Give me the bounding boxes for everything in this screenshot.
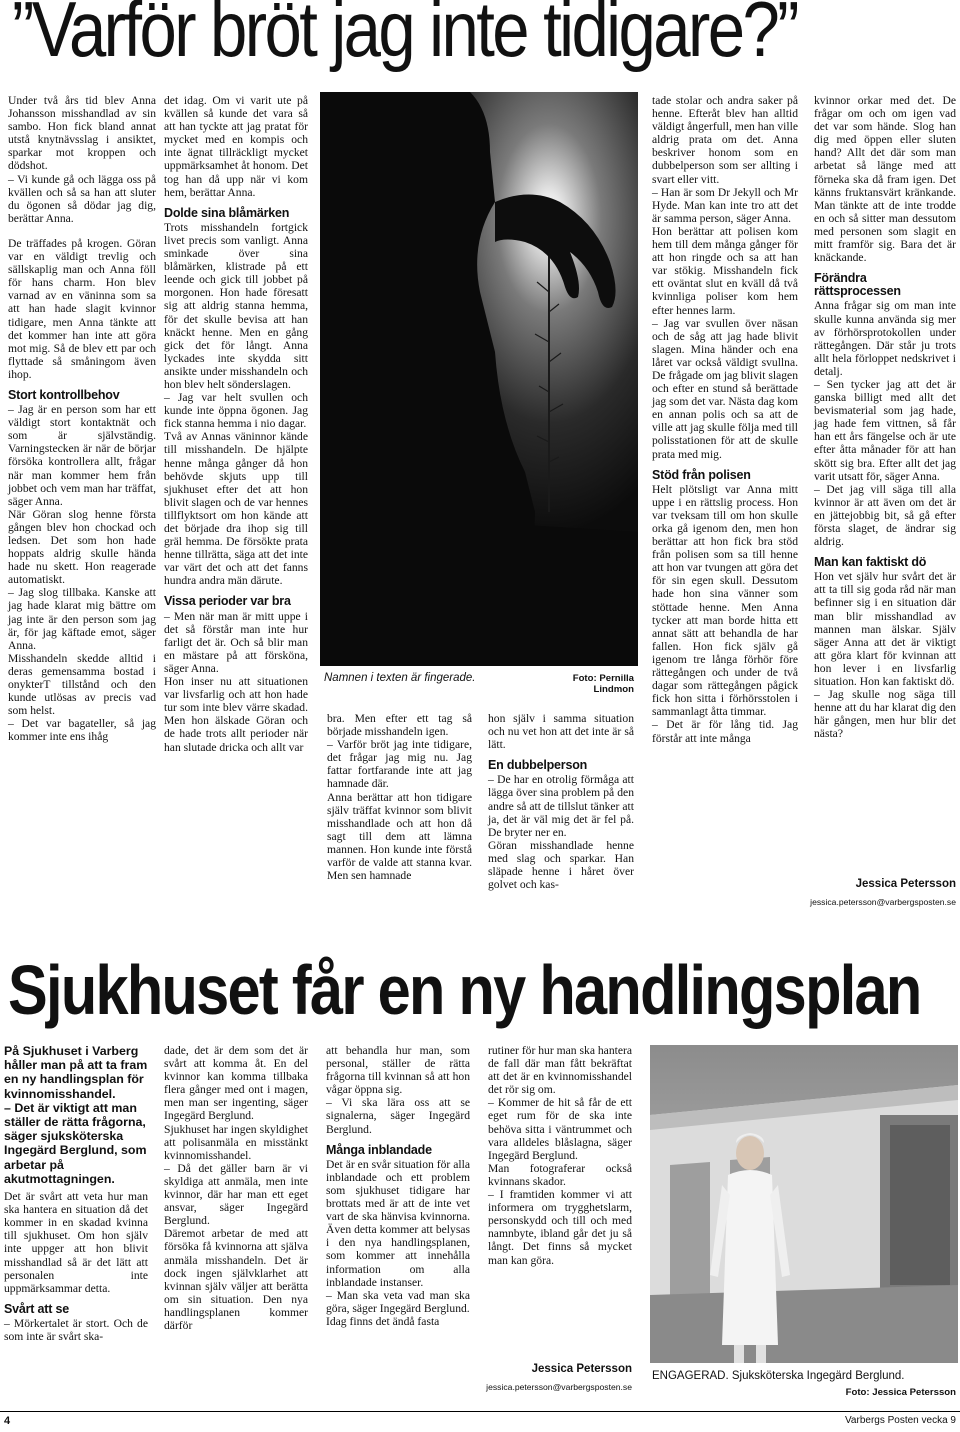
paragraph: När Göran slog henne första gången blev hon chockad och ledsen. Det som hon hade hoppats aldrig skulle hända hade nu skett. Hon reagerade automatiskt. (8, 507, 156, 587)
article1-headline: ”Varför bröt jag inte tidigare?” (12, 0, 797, 73)
lead-paragraph: På Sjukhuset i Varberg håller man på att ta fram en ny handlingsplan för kvinnomisshandel. (4, 1044, 148, 1101)
subheading: Stöd från polisen (652, 467, 751, 482)
paragraph: – Varför bröt jag inte tidigare, det frågar jag mig nu. Jag fattar fortfarande inte att jag hamnade där. (327, 738, 472, 791)
paragraph: Hon inser nu att situationen var livsfarlig och att hon hade tur som inte blev värre skadad. Men hon älskade Göran och de hade trots allt perioder när han slutade dricka och allt var (164, 675, 308, 754)
paragraph: Idag finns det ändå fasta (326, 1314, 440, 1328)
paragraph: Hon vet själv hur svårt det är att ta till sig goda råd när man befinner sig i en situation där man blir misshandlad av mannen man älskar. Själv säger Anna att det är viktigt att göra klart för kvinnan att hon lever i en livsfarlig situation. Hon kan faktiskt dö. (814, 570, 956, 689)
article1-photo (320, 92, 638, 666)
article2-column-4 (488, 1044, 632, 1267)
article1-column-2 (164, 94, 308, 754)
silhouette-photo (320, 92, 638, 666)
paragraph: tade stolar och andra saker på henne. Efteråt blev han alltid väldigt ångerfull, men han ville aldrig prata om det. Anna beskriver honom som en dubbelperson som ser allting i svart eller vitt. (652, 94, 798, 186)
paragraph: – Jag skulle nog säga till henne att du har klarat dig den här gången, men hur blir det nästa? (814, 688, 956, 741)
paragraph: Hon berättar att polisen kom hem till dem många gånger för att hon ringde och sa att han var stökig. Misshandeln fick ett oväntat slut en kväll då två kvinnliga poliser kom hem efter hennes larm. (652, 224, 798, 317)
paragraph: – Jag är en person som har ett väldigt stort kontaktnät och som är självständig. Varningstecken är när de börjar försöka kontrollera allt, frågar när man kommer hem från jobbet och vem man har träffat, säger Anna. (8, 403, 156, 508)
paragraph: Under två års tid blev Anna Johansson misshandlad av sin sambo. Hon fick bland annat utstå knytnävsslag i ansiktet, sparkar mot kroppen och dödshot. (8, 94, 156, 173)
paragraph: Helt plötsligt var Anna mitt uppe i en rättslig process. Hon var tveksam till om hon skulle orka gå igenom den, men hon berättar att hon fick bra stöd från polisen som sa till henne att hon var tvungen att göra det för sin egen skull. Dessutom hade hon sina vänner som stöttade henne. Men Anna tycker att man borde hitta ett annat sätt att behandla de har fallen. Hon fick själv gå igenom tre långa förhör före rättegången och under de två dagar som rättegången pågick fick hon sitta i förhörsstolen i sammanlagt åtta timmar. (652, 482, 798, 719)
article2-column-3 (326, 1044, 470, 1328)
paragraph: Göran misshandlade henne med slag och sparkar. Han släpade henne i håret över golvet och kas- (488, 838, 634, 892)
paragraph: De träffades på krogen. Göran var en väldigt trevlig och sällskaplig man och Anna föll för hans charm. Hon blev varnad av en väninna som sa att han hade slagit kvinnor tidigare, men Anna tänkte att det kommer han inte att göra mot mig. Så de blev ett par och flyttade så småningom även ihop. (8, 236, 156, 381)
article1-column-3 (327, 712, 472, 882)
paragraph: – Man ska veta vad man ska göra, säger Ingegärd Berglund. (326, 1288, 470, 1315)
footer-rule (0, 1411, 960, 1412)
paragraph: dade, det är dem som det är svårt att komma åt. En del kvinnor kan komma tillbaka flera gånger med ont i magen, men man ser ingenting, säger Ingegärd Berglund. (164, 1044, 308, 1123)
subheading: En dubbelperson (488, 758, 588, 773)
paragraph: Trots misshandeln fortgick livet precis som vanligt. Anna sminkade över sina blåmärken, klistrade på ett leende och gick till jobbet på morgonen. Hon hade föresatt sig att aldrig stanna hemma, för det skulle bevisa att han knäckt henne. Men en gång gick det för långt. Anna lyckades inte skydda sitt ansikte under misshandeln och hon blev helt sönderslagen. (164, 220, 308, 391)
article2-email: jessica.petersson@varbergsposten.se (486, 1382, 632, 1392)
paragraph: – Jag slog tillbaka. Kanske att jag hade klarat mig bättre om jag inte är den person som jag är, för jag käftade emot, säger Anna. (8, 586, 156, 652)
paragraph: kvinnor orkar med det. De frågar om och om igen vad det var som hände. Slog han dig med öppen eller sluten hand? Allt det där som man arbetat så länge med att förneka ska då fram igen. Det känns fruktansvärt kränkande. Man tänkte att de inte trodde en och så sitter man dessutom med personen som slagit en mitt framför sig. Bara det är knäckande. (814, 94, 956, 265)
paragraph: Två av Annas väninnor kände till misshandeln. De hjälpte henne många gånger då hon behövde skjuts upp till sjukhuset efter det att hon blivit slagen och de var hennes tillflyktsort om hon kände att det började dra ihop sig till gräl hemma. De försökte prata henne tillrätta, säga att det inte var värt det och att det fanns hundra andra män därute. (164, 430, 308, 588)
lead-paragraph: – Det är viktigt att man ställer de rätta frågorna, säger sjuksköterska Ingegärd Berglund, som arbetar på akutmottagningen. (4, 1100, 147, 1186)
article1-column-6 (814, 94, 956, 741)
paragraph: hon själv i samma situation och nu vet hon att det inte är så lätt. (488, 712, 634, 752)
paragraph: – Han är som Dr Jekyll och Mr Hyde. Man kan inte tro att det är samma person, säger Anna. (652, 185, 798, 225)
paragraph: Anna berättar att hon tidigare själv träffat kvinnor som blivit misshandlade och att hon då sagt till dem att lämna mannen. Hon kunde inte förstå varför de valde att stanna kvar. Men sen hamnade (327, 790, 472, 883)
subheading: Stort kontrollbehov (8, 387, 120, 402)
subheading: Man kan faktiskt dö (814, 555, 927, 570)
article2-headline: Sjukhuset får en ny handlingsplan (8, 951, 921, 1029)
paragraph: – Men när man är mitt uppe i det så förstår man inte hur farligt det är. Och så blir man en mästare på att försköna, säger Anna. (164, 609, 308, 675)
article1-photo-credit: Foto: Pernilla Lindmon (572, 673, 634, 695)
paragraph: – Kommer de hit så får de ett eget rum för de ska inte behöva sitta i väntrummet och vara alldeles blåslagna, säger Ingegärd Berglund. (488, 1096, 632, 1162)
paragraph: Man fotograferar också kvinnans skador. (488, 1161, 632, 1188)
paragraph: att behandla hur man, som personal, ställer de rätta frågorna till kvinnan så att hon vågar öppna sig. (326, 1044, 470, 1097)
paragraph: – Jag var helt svullen och kunde inte öppna ögonen. Jag fick stanna hemma i nio dagar. (164, 391, 308, 431)
paragraph: Däremot arbetar de med att försöka få kvinnorna att själva anmäla misshandeln. Det är dock ingen självklarhet att kvinnan själv väljer att berätta om sin situation. Den nya handlingsplanen kommer därför (164, 1227, 308, 1332)
page-number: 4 (4, 1415, 11, 1427)
paragraph: – Vi ska lära oss att se signalerna, säger Ingegärd Berglund. (326, 1096, 470, 1136)
subheading: Förändra rättsprocessen (814, 271, 901, 299)
subheading: Dolde sina blåmärken (164, 205, 290, 220)
article1-column-5 (652, 94, 798, 745)
paragraph: – Sen tycker jag att det är ganska billigt med allt det bevismaterial som jag hade, jag hade fem vittnen, så får han ett års fängelse och är ute efter åtta månader för att han skött sig bra. Efter allt det jag varit utsatt för, säger Anna. (814, 377, 956, 483)
article1-column-1 (8, 94, 156, 744)
nurse-photo (650, 1045, 958, 1363)
subheading: Vissa perioder var bra (164, 594, 291, 609)
article1-photo-caption: Namnen i texten är fingerade. (324, 672, 476, 684)
paragraph: – Det är för lång tid. Jag förstår att inte många (652, 718, 798, 745)
article2-column-1 (4, 1044, 148, 1343)
article2-column-2 (164, 1044, 308, 1332)
article2-byline: Jessica Petersson (531, 1363, 632, 1375)
paragraph: – Det var bagateller, så jag kommer inte ens ihåg (8, 717, 156, 744)
subheading: Många inblandade (326, 1142, 432, 1157)
article1-column-4 (488, 712, 634, 891)
paragraph: – De har en otrolig förmåga att lägga över sina problem på den andre så att de tillslut tänker att ja, det är väl mig det är fel på. De bryter ner en. (488, 773, 634, 839)
paragraph: – Jag var svullen över näsan och de såg att jag hade blivit slagen. Mina händer och ena låret var också väldigt svullna. De frågade om jag blivit slagen och efter en stund så berättade jag som det var. Nästa dag kom en annan polis och sa att de ville att jag skulle följa med till polisstationen för att de skulle prata med mig. (652, 316, 798, 461)
paragraph: Misshandeln skedde alltid i deras gemensamma bostad i onykterT tillstånd och den kunde utlösas av precis vad som helst. (8, 651, 156, 718)
paragraph: bra. Men efter ett tag så började misshandeln igen. (327, 712, 472, 739)
paragraph: Anna frågar sig om man inte skulle kunna använda sig mer av förhörsprotokollen under rättegången. Där står ju trots allt hela förloppet nedskrivet i detalj. (814, 299, 956, 378)
article2-photo-credit: Foto: Jessica Petersson (845, 1387, 956, 1398)
paragraph: Det är en svår situation för alla inblandade och ett problem som sjukhuset tidigare har brottats med är att de inte vet vart de ska hänvisa kvinnorna. Även detta kommer att belysas i den nya handlingsplanen, som kommer att innehålla information om alla inblandade instanser. (326, 1157, 470, 1289)
paragraph: rutiner för hur man ska hantera de fall där man fått bekräftat att det är en kvinnomisshandel det rör sig om. (488, 1044, 632, 1097)
paragraph: det idag. Om vi varit ute på kvällen så kunde det vara så att han tyckte att jag pratat för mycket med en kompis och inte ägnat tillräckligt mycket uppmärksamhet åt honom. Det tog han då upp när vi kom hem, berättar Anna. (164, 94, 308, 199)
article2-photo (650, 1045, 958, 1363)
paragraph: Sjukhuset har ingen skyldighet att polisanmäla en misstänkt kvinnomisshandel. (164, 1122, 308, 1162)
paragraph: – I framtiden kommer vi att informera om trygghetslarm, personskydd och till och med namnbyte, ibland går det ju så långt. Det finns så mycket man kan göra. (488, 1188, 632, 1267)
publication-name: Varbergs Posten vecka 9 (845, 1415, 956, 1426)
paragraph: – Då det gäller barn är vi skyldiga att anmäla, men inte kvinnor, där har man ett eget ansvar, säger Ingegärd Berglund. (164, 1161, 308, 1228)
paragraph: Det är svårt att veta hur man ska hantera en situation då det kommer in en skadad kvinna till sjukhuset. Om hon själv inte uppger att hon blivit misshandlad så är det lätt att personalen inte uppmärksammar detta. (4, 1190, 148, 1295)
paragraph: – Vi kunde gå och lägga oss på kvällen och så sa han att sluter du ögonen så dödar jag dig, berättar Anna. (8, 172, 156, 225)
article1-byline: Jessica Petersson (855, 878, 956, 890)
article1-email: jessica.petersson@varbergsposten.se (810, 897, 956, 907)
paragraph: – Det jag vill säga till alla kvinnor är att även om det är en jättejobbig bit, så gå efter första slaget, de ändrar sig aldrig. (814, 482, 956, 549)
article2-photo-caption: ENGAGERAD. Sjuksköterska Ingegärd Berglund. (652, 1370, 905, 1382)
subheading: Svårt att se (4, 1301, 69, 1316)
paragraph: – Mörkertalet är stort. Och de som inte är svårt ska- (4, 1316, 148, 1343)
